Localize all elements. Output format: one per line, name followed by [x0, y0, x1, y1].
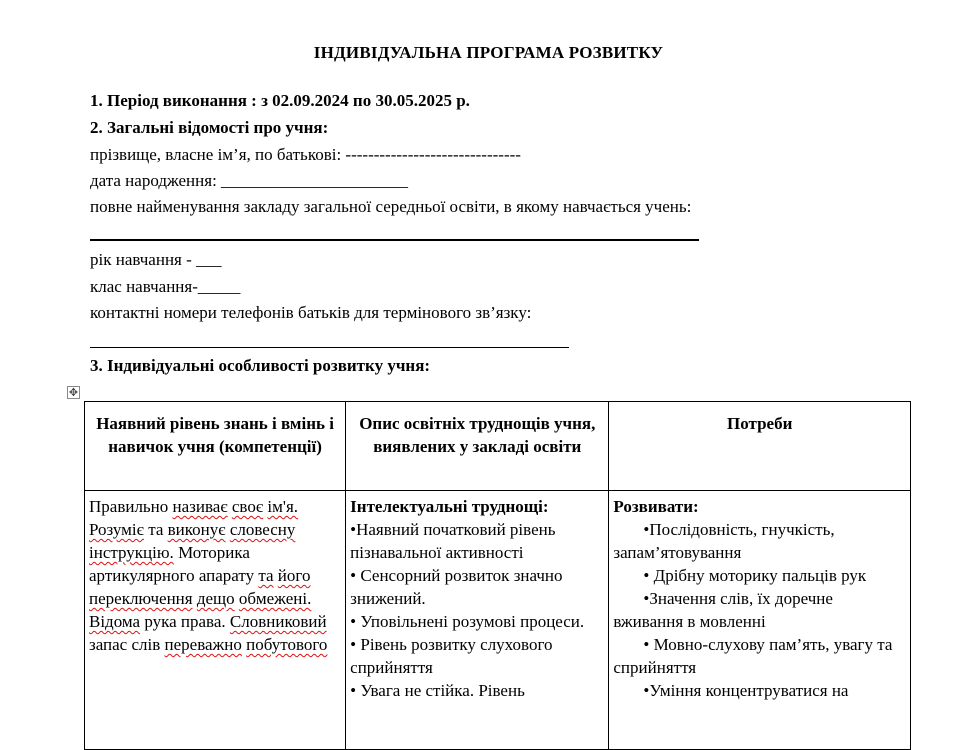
need-item: • Дрібну моторику пальців рук	[643, 566, 867, 585]
school-name-blank-rule	[90, 239, 699, 241]
need-item: •Послідовність, гнучкість, запам’ятовування	[613, 520, 835, 562]
class-line: клас навчання-_____	[90, 277, 241, 296]
word: Розуміє	[89, 520, 144, 539]
development-table	[84, 401, 911, 750]
need-item: •Значення слів, їх доречне вживання в мовленні	[613, 589, 833, 631]
difficulty-item: •Наявний початковий рівень пізнавальної активності	[350, 520, 556, 562]
intellectual-difficulties-heading: Інтелектуальні труднощі:	[350, 497, 549, 516]
difficulties-cell	[346, 491, 609, 750]
difficulty-item: • Рівень розвитку слухового сприйняття	[350, 635, 553, 677]
difficulty-item: • Уповільнені розумові процеси.	[350, 612, 585, 631]
word: обмежені.	[238, 589, 312, 608]
word: запас слів	[89, 635, 161, 654]
word: своє	[231, 497, 264, 516]
general-info-heading: 2. Загальні відомості про учня:	[90, 118, 329, 137]
word: дещо	[196, 589, 235, 608]
word: Моторика артикулярного апарату	[89, 543, 255, 585]
phone-blank-rule	[90, 347, 569, 348]
word: словесну	[229, 520, 296, 539]
parent-phone-line: контактні номери телефонів батьків для термінового зв’язку:	[90, 303, 532, 322]
word: рука права.	[144, 612, 226, 631]
development-features-heading: 3. Індивідуальні особливості розвитку учня:	[90, 356, 431, 375]
document-title: ІНДИВІДУАЛЬНА ПРОГРАМА РОЗВИТКУ	[313, 43, 664, 62]
word: інструкцію.	[89, 543, 174, 562]
word: переважно	[164, 635, 242, 654]
need-item: •Уміння концентруватися на	[643, 681, 849, 700]
word: називає	[172, 497, 228, 516]
competencies-cell	[85, 491, 346, 750]
school-name-line: повне найменування закладу загальної середньої освіти, в якому навчається учень:	[90, 197, 692, 216]
word: Словниковий	[229, 612, 327, 631]
difficulty-item: • Увага не стійка. Рівень	[350, 681, 525, 700]
table-move-handle-icon[interactable]: ✥	[68, 386, 79, 399]
word: та	[258, 566, 274, 585]
need-item: • Мовно-слухову пам’ять, увагу та сприйняття	[613, 635, 893, 677]
develop-heading: Розвивати:	[613, 497, 699, 516]
word: побутового	[246, 635, 328, 654]
header-competencies: Наявний рівень знань і вмінь і навичок учня (компетенції)	[85, 402, 346, 491]
word: його	[277, 566, 311, 585]
header-difficulties: Опис освітніх труднощів учня, виявлених у закладі освіти	[346, 402, 609, 491]
header-needs: Потреби	[609, 402, 911, 491]
word: Правильно	[89, 497, 169, 516]
word: переключення	[89, 589, 193, 608]
birth-date-line: дата народження: ______________________	[90, 171, 409, 190]
study-year-line: рік навчання - ___	[90, 250, 222, 269]
period-line: 1. Період виконання : з 02.09.2024 по 30.05.2025 р.	[90, 91, 470, 110]
word: ім'я.	[267, 497, 299, 516]
needs-cell	[609, 491, 911, 750]
table-header-row	[85, 402, 911, 491]
word: виконує	[167, 520, 226, 539]
word: Відома	[89, 612, 141, 631]
difficulty-item: • Сенсорний розвиток значно знижений.	[350, 566, 563, 608]
table-row	[85, 491, 911, 750]
word: та	[148, 520, 164, 539]
name-line: прізвище, власне ім’я, по батькові: -------------------------------	[90, 145, 521, 164]
